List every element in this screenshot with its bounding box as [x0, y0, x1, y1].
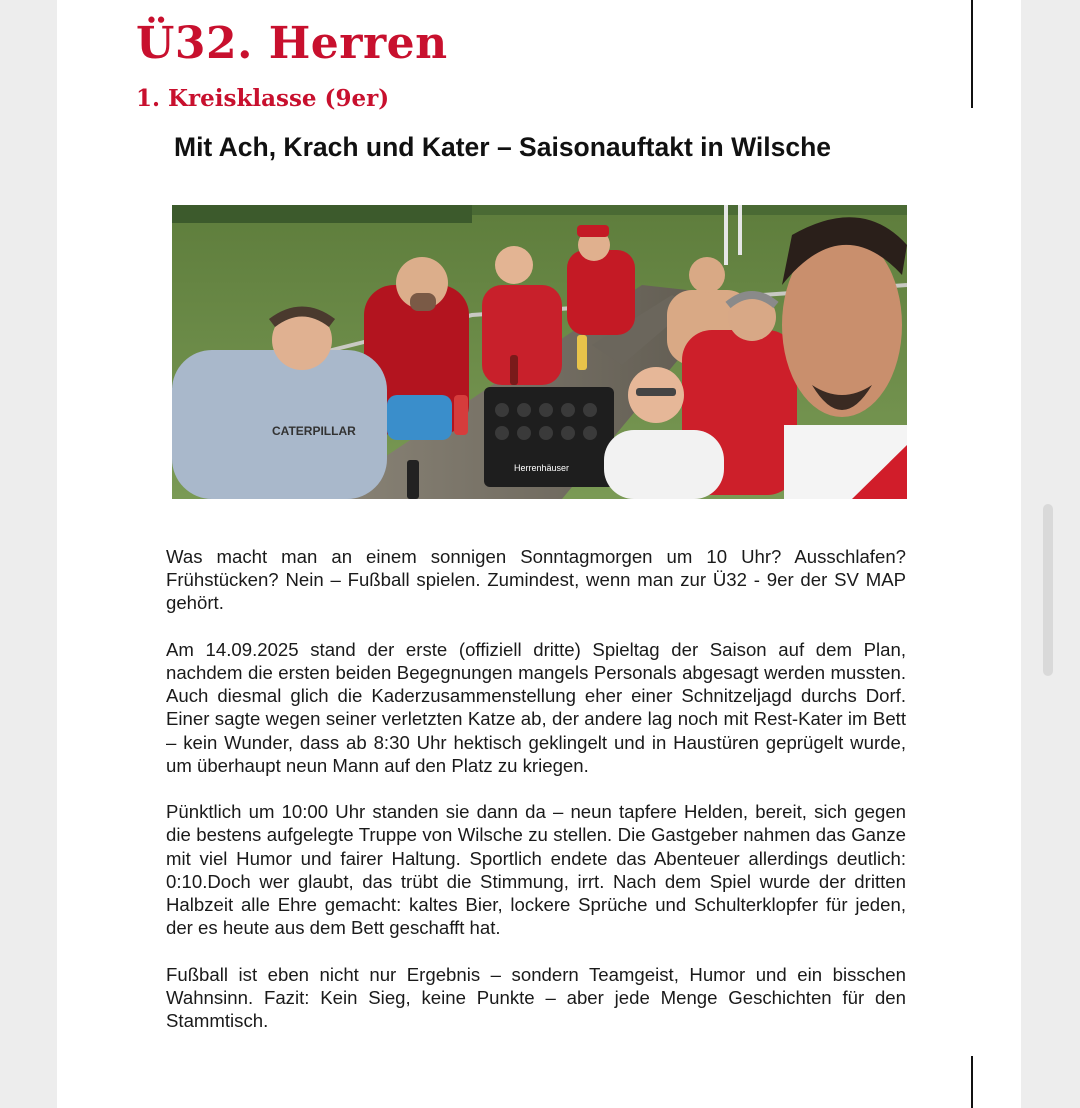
article-headline: Mit Ach, Krach und Kater – Saisonauftakt in Wilsche: [174, 132, 831, 162]
crate-print: Herrenhäuser: [514, 463, 570, 473]
paragraph: Was macht man an einem sonnigen Sonntagmorgen um 10 Uhr? Ausschlafen? Frühstücken? Nein – Fußball spielen. Zumindest, wenn man zur Ü32 - 9er der SV MAP gehört.: [166, 546, 906, 614]
league-subtitle: 1. Kreisklasse (9er): [136, 85, 390, 112]
shirt-print: CATERPILLAR: [272, 424, 356, 438]
team-photo: [172, 205, 907, 499]
paragraph: Pünktlich um 10:00 Uhr standen sie dann da – neun tapfere Helden, bereit, sich gegen die bestens aufgelegte Truppe von Wilsche zu stellen. Die Gastgeber nahmen das Ganze mit viel Humor und fairer Haltung. Sportlich endete das Abenteuer allerdings deutlich: 0:10.Doch wer glaubt, das trübt die Stimmung, irrt. Nach dem Spiel wurde der dritten Halbzeit alle Ehre gemacht: kaltes Bier, lockere Sprüche und Schulterklopfer für jeden, der es heute aus dem Bett geschafft hat.: [166, 801, 906, 939]
article-body: [166, 545, 906, 1055]
page-edge-line-bottom: [971, 1056, 973, 1108]
paragraph: Fußball ist eben nicht nur Ergebnis – sondern Teamgeist, Humor und ein bisschen Wahnsinn. Fazit: Kein Sieg, keine Punkte – aber jede Menge Geschichten für den Stammtisch.: [166, 963, 906, 1032]
team-title: Ü32. Herren: [136, 18, 448, 69]
scrollbar-thumb[interactable]: [1043, 504, 1053, 676]
page-edge-line-top: [971, 0, 973, 108]
paragraph: Am 14.09.2025 stand der erste (offiziell dritte) Spieltag der Saison auf dem Plan, nachdem die ersten beiden Begegnungen mangels Personals abgesagt werden mussten. Auch diesmal glich die Kaderzusammenstellung eher einer Schnitzeljagd durchs Dorf. Einer sagte wegen seiner verletzten Katze ab, der andere lag noch mit Rest-Kater im Bett – kein Wunder, dass ab 8:30 Uhr hektisch geklingelt und in Haustüren geprügelt wurde, um überhaupt neun Mann auf den Platz zu kriegen.: [166, 638, 906, 776]
